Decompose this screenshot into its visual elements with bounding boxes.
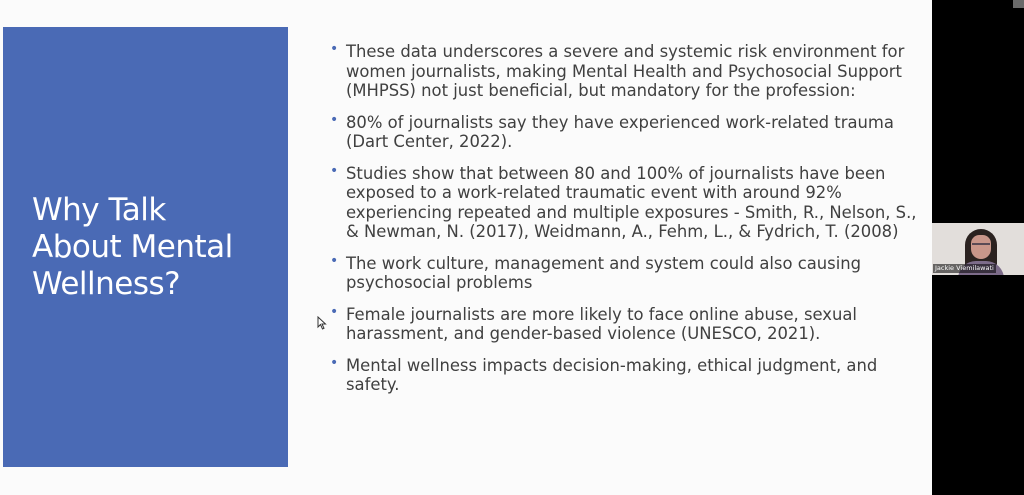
bullet-dot-icon: • [330, 111, 339, 128]
bullet-item [330, 305, 920, 344]
slide-title-panel [3, 27, 288, 467]
window-control-icon[interactable] [1013, 0, 1024, 8]
bullet-dot-icon: • [330, 354, 339, 371]
bullet-dot-icon: • [330, 252, 339, 269]
bullet-text: The work culture, management and system could also causing psychosocial problems [346, 253, 862, 292]
bullet-list [330, 42, 920, 407]
bullet-dot-icon: • [330, 303, 339, 320]
participant-name-label: Jackie Viemilawati [935, 264, 994, 272]
slide-title: Why Talk About Mental Wellness? [32, 192, 233, 302]
bullet-item [330, 254, 920, 293]
bullet-item [330, 113, 920, 152]
bullet-item [330, 164, 920, 242]
mouse-pointer-icon [317, 316, 327, 330]
bullet-text: Mental wellness impacts decision-making, ethical judgment, and safety. [346, 355, 878, 394]
participant-video-tile[interactable] [932, 223, 1024, 275]
bullet-text: 80% of journalists say they have experienced work-related trauma (Dart Center, 2022). [346, 112, 894, 151]
bullet-dot-icon: • [330, 162, 339, 179]
bullet-dot-icon: • [330, 41, 339, 57]
bullet-text: Studies show that between 80 and 100% of journalists have been exposed to a work-related traumatic event with around 92% experiencing repeated and multiple exposures - Smith, R., Nelson, S., & Newman, N. (2017), Weidmann, A., Fehm, L., & Fydrich, T. (2008) [346, 163, 917, 241]
glasses-icon [972, 243, 990, 249]
bullet-text: Female journalists are more likely to face online abuse, sexual harassment, and gender-based violence (UNESCO, 2021). [346, 304, 857, 343]
bullet-item [330, 42, 920, 101]
bullet-text: These data underscores a severe and systemic risk environment for women journalists, making Mental Health and Psychosocial Support (MHPSS) not just beneficial, but mandatory for the profession: [346, 42, 905, 100]
bullet-item [330, 356, 920, 395]
